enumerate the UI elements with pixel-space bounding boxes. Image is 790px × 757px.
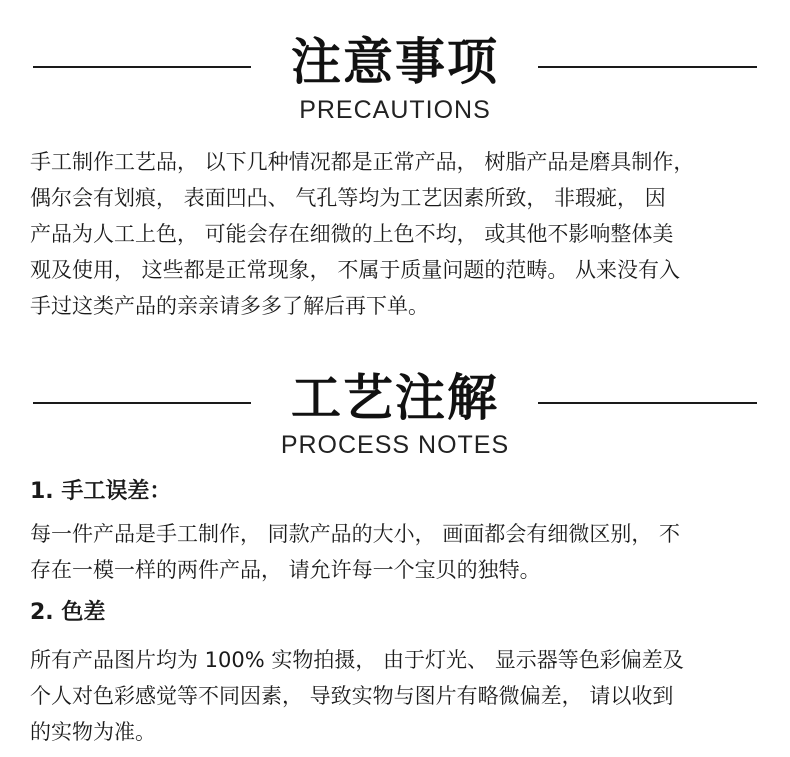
color-difference-line: 个人对色彩感觉等不同因素， 导致实物与图片有略微偏差， 请以收到 [30, 684, 674, 708]
precautions-body [30, 144, 765, 324]
handmade-error-heading: 1. 手工误差： [30, 479, 172, 504]
color-difference-heading: 2. 色差 [30, 600, 106, 625]
handmade-error-body [30, 516, 765, 588]
precautions-line: 产品为人工上色， 可能会存在细微的上色不均， 或其他不影响整体美 [30, 222, 674, 246]
process-notes-right-divider [538, 402, 757, 404]
precautions-right-divider [538, 66, 757, 68]
color-difference-body [30, 642, 765, 750]
precautions-line: 手工制作工艺品， 以下几种情况都是正常产品， 树脂产品是磨具制作， [30, 150, 695, 174]
precautions-title: 注意事项 [291, 33, 499, 91]
color-difference-line: 的实物为准。 [30, 720, 156, 744]
precautions-line: 手过这类产品的亲亲请多多了解后再下单。 [30, 294, 429, 318]
precautions-subtitle: PRECAUTIONS [299, 96, 491, 124]
process-notes-title: 工艺注解 [291, 369, 499, 427]
process-notes-subtitle: PROCESS NOTES [280, 431, 510, 459]
handmade-error-line: 每一件产品是手工制作， 同款产品的大小， 画面都会有细微区别， 不 [30, 522, 681, 546]
precautions-line: 观及使用， 这些都是正常现象， 不属于质量问题的范畴。 从来没有入 [30, 258, 681, 282]
color-difference-line: 所有产品图片均为 100% 实物拍摄， 由于灯光、 显示器等色彩偏差及 [30, 648, 684, 672]
handmade-error-line: 存在一模一样的两件产品， 请允许每一个宝贝的独特。 [30, 558, 541, 582]
precautions-line: 偶尔会有划痕， 表面凹凸、 气孔等均为工艺因素所致， 非瑕疵， 因 [30, 186, 666, 210]
